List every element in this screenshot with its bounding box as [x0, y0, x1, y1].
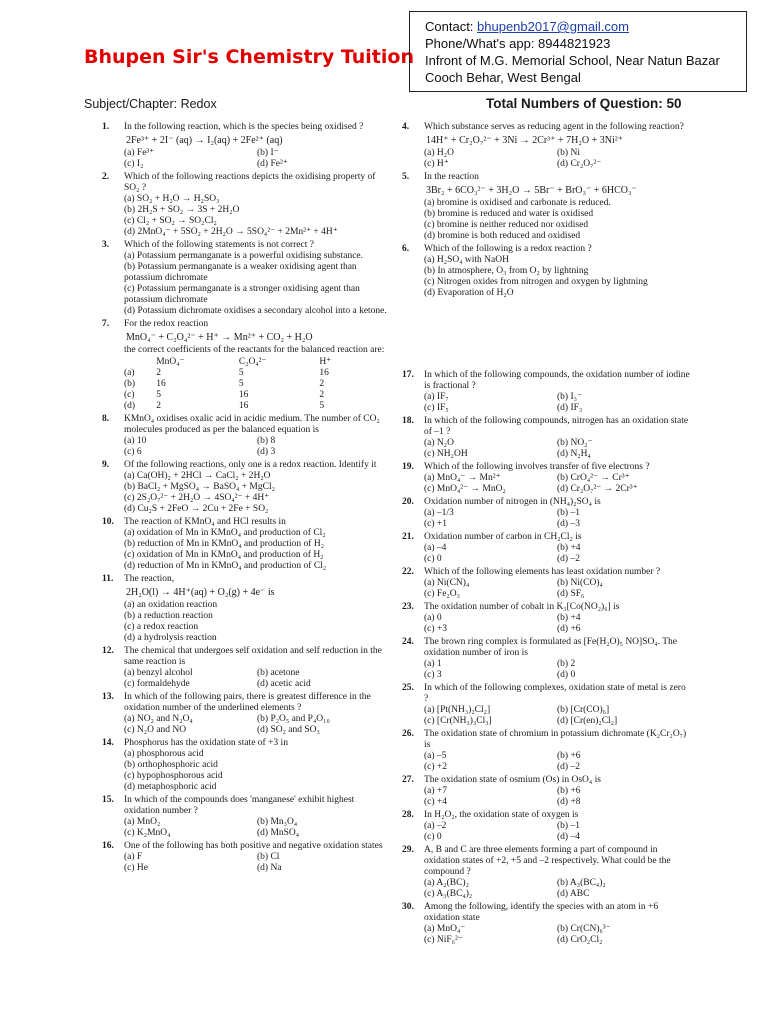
answer-option: (c) Cl₂ + SO₂ → SO₂Cl₂ [124, 216, 217, 226]
answer-option: (d) +8 [557, 797, 581, 807]
answer-option: (b) orthophosphoric acid [124, 760, 218, 770]
answer-option: (b) I₃⁻ [557, 392, 582, 402]
answer-option: (c) 2S₂O₇²⁻ + 2H₂O → 4SO₄²⁻ + 4H⁺ [124, 493, 270, 503]
question-text: In H₂O₂, the oxidation state of oxygen is [424, 810, 579, 820]
option-list [424, 473, 690, 495]
question-text: Which of the following reactions depicts the oxidising property of SO₂ ? [124, 172, 376, 193]
question-number: 19. [402, 462, 414, 472]
answer-option: (a) phosphorous acid [124, 749, 204, 759]
answer-option: (c) +2 [424, 762, 448, 772]
question-number: 9. [102, 460, 110, 470]
option-list [424, 148, 690, 170]
table-cell: 5 [319, 401, 325, 411]
answer-option: (b) Ni(CO)₄ [557, 578, 603, 588]
answer-option: (d) –4 [557, 832, 580, 842]
table-cell: (a) [124, 368, 135, 378]
answer-option: (b) [Cr(CO)₆] [557, 705, 610, 715]
question-text: The reaction of KMnO₄ and HCl results in [124, 517, 286, 527]
question-item [402, 462, 690, 495]
answer-option: (c) I₂ [124, 159, 144, 169]
question-text: For the redox reaction [124, 319, 209, 329]
answer-option: (d) 3 [257, 447, 276, 457]
question-item [402, 567, 690, 600]
question-text: Oxidation number of nitrogen in (NH₄)₂SO₄ is [424, 497, 601, 507]
answer-option: (a) –5 [424, 751, 447, 761]
answer-option: (c) oxidation of Mn in KMnO₄ and production of H₂ [124, 550, 324, 560]
table-header-cell: MnO₄⁻ [156, 357, 185, 367]
answer-option: (c) 0 [424, 554, 442, 564]
table-cell: 2 [319, 379, 325, 389]
question-number: 15. [102, 795, 114, 805]
question-number: 30. [402, 902, 414, 912]
question-item [402, 845, 690, 900]
option-list [424, 438, 690, 460]
answer-option: (a) –1/3 [424, 508, 454, 518]
answer-option: (a) MnO₄⁻ → Mn²⁺ [424, 473, 501, 483]
tuition-title: Bhupen Sir's Chemistry Tuition [84, 46, 414, 68]
subject-chapter: Subject/Chapter: Redox [84, 97, 217, 111]
question-number: 2. [102, 172, 110, 182]
table-row [124, 379, 354, 390]
answer-option: (d) Potassium dichromate oxidises a secondary alcohol into a ketone. [124, 306, 387, 316]
question-number: 22. [402, 567, 414, 577]
answer-option: (a) 10 [124, 436, 147, 446]
question-item [102, 692, 390, 736]
answer-option: (d) –3 [557, 519, 580, 529]
option-list [124, 749, 390, 793]
question-item [402, 244, 690, 299]
answer-option: (c) a redox reaction [124, 622, 199, 632]
question-item [102, 240, 390, 317]
table-cell: (b) [124, 379, 136, 389]
answer-option: (d) Cr₂O₇²⁻ → 2Cr³⁺ [557, 484, 638, 494]
contact-address-line1: Infront of M.G. Memorial School, Near Natun Bazar [425, 53, 720, 68]
question-item [402, 902, 690, 946]
question-item [102, 460, 390, 515]
option-list [124, 471, 390, 515]
answer-option: (d) –2 [557, 554, 580, 564]
answer-option: (d) SO₂ and SO₃ [257, 725, 320, 735]
question-number: 11. [102, 574, 114, 584]
option-list [424, 751, 690, 773]
answer-option: (a) 0 [424, 613, 442, 623]
question-text: Which of the following is a redox reaction ? [424, 244, 592, 254]
answer-option: (b) 2 [557, 659, 576, 669]
question-number: 1. [102, 122, 110, 132]
table-row [124, 368, 354, 379]
answer-option: (c) He [124, 863, 148, 873]
question-number: 10. [102, 517, 114, 527]
question-text: In which of the following compounds, nitrogen has an oxidation state of –1 ? [424, 416, 689, 437]
question-text: Among the following, identify the species with an atom in +6 oxidation state [424, 902, 659, 923]
question-item [402, 122, 690, 170]
answer-option: (a) Potassium permanganate is a powerful oxidising substance. [124, 251, 364, 261]
question-item [102, 172, 390, 238]
answer-option: (c) +1 [424, 519, 448, 529]
question-number: 25. [402, 683, 414, 693]
answer-option: (b) +6 [557, 751, 581, 761]
question-text: In which of the following pairs, there is greatest difference in the oxidation number of the underlined elements ? [124, 692, 371, 713]
question-column-left [102, 122, 390, 876]
answer-option: (d) Cu₂S + 2FeO → 2Cu + 2Fe + SO₂ [124, 504, 269, 514]
answer-option: (a) oxidation of Mn in KMnO₄ and production of Cl₂ [124, 528, 326, 538]
question-number: 28. [402, 810, 414, 820]
answer-option: (b) P₂O₅ and P₄O₁₀ [257, 714, 330, 724]
answer-option: (d) Evaporation of H₂O [424, 288, 514, 298]
question-number: 14. [102, 738, 114, 748]
question-text: One of the following has both positive and negative oxidation states [124, 841, 383, 851]
question-item [102, 319, 390, 412]
option-list [424, 924, 690, 946]
question-item [102, 646, 390, 690]
table-row [124, 390, 354, 401]
answer-option: (a) F [124, 852, 143, 862]
question-item [402, 172, 690, 242]
answer-option: (c) N₂O and NO [124, 725, 187, 735]
option-list [124, 852, 390, 874]
answer-option: (c) Potassium permanganate is a stronger oxidising agent than potassium dichromate [124, 284, 360, 305]
option-list [124, 528, 390, 572]
answer-option: (c) H⁺ [424, 159, 449, 169]
answer-option: (c) 0 [424, 832, 442, 842]
answer-option: (b) 8 [257, 436, 276, 446]
question-item [402, 370, 690, 414]
option-list [124, 714, 390, 736]
table-cell: (c) [124, 390, 135, 400]
question-text: The oxidation state of osmium (Os) in OsO₄ is [424, 775, 601, 785]
question-number: 8. [102, 414, 110, 424]
question-item [102, 841, 390, 874]
table-cell: 2 [156, 401, 161, 411]
question-text: Oxidation number of carbon in CH₂Cl₂ is [424, 532, 582, 542]
answer-option: (c) K₂MnO₄ [124, 828, 171, 838]
option-list [424, 821, 690, 843]
question-item [402, 602, 690, 635]
table-cell: 5 [238, 368, 244, 378]
answer-option: (c) IF₅ [424, 403, 449, 413]
answer-option: (a) A₂(BC)₂ [424, 878, 469, 888]
option-list [124, 251, 390, 317]
answer-option: (d) [Cr(en)₂Cl₂] [557, 716, 618, 726]
answer-option: (a) [Pt(NH₃)₂Cl₂] [424, 705, 491, 715]
question-item [402, 497, 690, 530]
table-header-cell: H⁺ [319, 357, 332, 367]
answer-option: (c) Fe₂O₃ [424, 589, 460, 599]
question-text: In which of the following complexes, oxidation state of metal is zero ? [424, 683, 686, 704]
table-header-cell: C₂O₄²⁻ [238, 357, 267, 367]
answer-option: (d) acetic acid [257, 679, 311, 689]
question-item [402, 416, 690, 460]
contact-phone: Phone/What's app: 8944821923 [425, 36, 611, 51]
option-list [424, 392, 690, 414]
answer-option: (b) +4 [557, 613, 581, 623]
option-list [124, 600, 390, 644]
answer-option: (b) +6 [557, 786, 581, 796]
answer-option: (b) 2H₂S + SO₂ → 3S + 2H₂O [124, 205, 240, 215]
answer-option: (b) –1 [557, 821, 580, 831]
question-text: The oxidation number of cobalt in K₃[Co(NO₂)₆] is [424, 602, 620, 612]
answer-option: (d) Fe²⁺ [257, 159, 288, 169]
answer-option: (d) bromine is both reduced and oxidised [424, 231, 581, 241]
option-list [424, 878, 690, 900]
contact-address-line2: Cooch Behar, West Bengal [425, 70, 581, 85]
answer-option: (a) bromine is oxidised and carbonate is reduced. [424, 198, 611, 208]
question-text: In the reaction [424, 172, 479, 182]
question-text: Which substance serves as reducing agent in the following reaction? [424, 122, 684, 132]
answer-option: (a) +7 [424, 786, 448, 796]
question-text: The reaction, [124, 574, 175, 584]
answer-option: (d) reduction of Mn in KMnO₄ and production of Cl₂ [124, 561, 327, 571]
answer-option: (d) –2 [557, 762, 580, 772]
question-item [102, 738, 390, 793]
question-item [402, 637, 690, 681]
question-equation: 3Br₂ + 6CO₃²⁻ + 3H₂O → 5Br⁻ + BrO₃⁻ + 6HCO₃⁻ [426, 185, 637, 196]
question-item [102, 122, 390, 170]
question-text: Phosphorus has the oxidation state of +3 in [124, 738, 288, 748]
contact-line [425, 18, 738, 35]
question-number: 7. [102, 319, 110, 329]
question-item [402, 532, 690, 565]
option-list [424, 255, 690, 299]
table-cell: 2 [156, 368, 161, 378]
answer-option: (c) formaldehyde [124, 679, 190, 689]
answer-option: (c) A₃(BC₄)₂ [424, 889, 473, 899]
answer-option: (a) an oxidation reaction [124, 600, 218, 610]
coefficient-table [124, 357, 354, 412]
answer-option: (b) a reduction reaction [124, 611, 213, 621]
question-text: In which of the following compounds, the oxidation number of iodine is fractional ? [424, 370, 690, 391]
question-number: 18. [402, 416, 414, 426]
answer-option: (d) 2MnO₄⁻ + 5SO₂ + 2H₂O → 5SO₄²⁻ + 2Mn²⁺ + 4H⁺ [124, 227, 338, 237]
contact-label: Contact: [425, 19, 478, 34]
question-text: In the following reaction, which is the species being oxidised ? [124, 122, 364, 132]
question-equation: MnO₄⁻ + C₂O₄²⁻ + H⁺ → Mn²⁺ + CO₂ + H₂O [126, 332, 313, 343]
answer-option: (a) MnO₂ [124, 817, 161, 827]
question-item [102, 795, 390, 839]
answer-option: (b) CrO₄²⁻ → Cr³⁺ [557, 473, 630, 483]
table-cell: 16 [238, 401, 249, 411]
question-number: 20. [402, 497, 414, 507]
answer-option: (b) Cl [257, 852, 280, 862]
option-list [124, 436, 390, 458]
answer-option: (b) acetone [257, 668, 300, 678]
option-list [124, 668, 390, 690]
contact-email-link[interactable]: bhupenb2017@gmail.com [477, 19, 629, 34]
question-number: 26. [402, 729, 414, 739]
answer-option: (d) MnSO₄ [257, 828, 300, 838]
answer-option: (a) Fe³⁺ [124, 148, 155, 158]
option-list [424, 705, 690, 727]
option-list [124, 194, 390, 238]
total-questions: Total Numbers of Question: 50 [486, 96, 682, 111]
option-list [424, 613, 690, 635]
question-number: 21. [402, 532, 414, 542]
table-cell: 5 [238, 379, 244, 389]
answer-option: (d) ABC [557, 889, 590, 899]
answer-option: (d) metaphosphoric acid [124, 782, 217, 792]
table-cell: 16 [238, 390, 249, 400]
answer-option: (d) +6 [557, 624, 581, 634]
question-equation: 2H₂O(l) → 4H⁺(aq) + O₂(g) + 4e⁻ is [126, 587, 275, 598]
table-cell: 2 [319, 390, 325, 400]
answer-option: (d) 0 [557, 670, 576, 680]
answer-option: (d) Cr₂O₇²⁻ [557, 159, 602, 169]
question-number: 27. [402, 775, 414, 785]
answer-option: (a) Ca(OH)₂ + 2HCl → CaCl₂ + 2H₂O [124, 471, 271, 481]
answer-option: (b) +4 [557, 543, 581, 553]
question-text: KMnO₄ oxidises oxalic acid in acidic medium. The number of CO₂ molecules produced as per the balanced equation is [124, 414, 380, 435]
table-row [124, 401, 354, 412]
question-number: 12. [102, 646, 114, 656]
question-item [102, 574, 390, 644]
answer-option: (d) SF₆ [557, 589, 585, 599]
answer-option: (a) SO₂ + H₂O → H₂SO₃ [124, 194, 220, 204]
answer-option: (d) a hydrolysis reaction [124, 633, 217, 643]
table-header-cell [124, 357, 156, 368]
question-text: The oxidation state of chromium in potassium dichromate (K₂Cr₂O₇) is [424, 729, 687, 750]
answer-option: (c) 3 [424, 670, 442, 680]
question-number: 13. [102, 692, 114, 702]
answer-option: (b) Mn₃O₄ [257, 817, 298, 827]
option-list [424, 198, 690, 242]
answer-option: (a) H₂O [424, 148, 454, 158]
answer-option: (a) 1 [424, 659, 442, 669]
answer-option: (a) benzyl alcohol [124, 668, 193, 678]
option-list [424, 543, 690, 565]
answer-option: (c) 6 [124, 447, 142, 457]
option-list [424, 578, 690, 600]
answer-option: (b) In atmosphere, O₃ from O₂ by lightning [424, 266, 589, 276]
question-text: The chemical that undergoes self oxidation and self reduction in the same reaction is [124, 646, 382, 667]
question-text: Of the following reactions, only one is a redox reaction. Identify it [124, 460, 377, 470]
answer-option: (c) Nitrogen oxides from nitrogen and oxygen by lightning [424, 277, 648, 287]
answer-option: (b) reduction of Mn in KMnO₄ and production of H₂ [124, 539, 325, 549]
question-text: Which of the following statements is not correct ? [124, 240, 314, 250]
question-equation: 14H⁺ + Cr₂O₇²⁻ + 3Ni → 2Cr³⁺ + 7H₂O + 3Ni²⁺ [426, 135, 624, 146]
table-cell: (d) [124, 401, 136, 411]
table-cell: 16 [156, 379, 166, 389]
question-text: Which of the following involves transfer of five electrons ? [424, 462, 650, 472]
question-item [102, 517, 390, 572]
answer-option: (b) BaCl₂ + MgSO₄ → BaSO₄ + MgCl₂ [124, 482, 275, 492]
question-text: A, B and C are three elements forming a part of compound in oxidation states of +2, +5 and –2 respectively. What could be the compound ? [424, 845, 671, 877]
question-item [402, 810, 690, 843]
question-number: 23. [402, 602, 414, 612]
question-number: 17. [402, 370, 414, 380]
question-number: 5. [402, 172, 410, 182]
answer-option: (a) IF₇ [424, 392, 449, 402]
question-number: 6. [402, 244, 410, 254]
question-item [402, 729, 690, 773]
option-list [424, 659, 690, 681]
question-text: In which of the compounds does 'manganese' exhibit highest oxidation number ? [124, 795, 355, 816]
answer-option: (d) IF₃ [557, 403, 583, 413]
question-number: 4. [402, 122, 410, 132]
answer-option: (b) bromine is reduced and water is oxidised [424, 209, 594, 219]
answer-option: (c) +3 [424, 624, 448, 634]
question-text: Which of the following elements has least oxidation number ? [424, 567, 661, 577]
answer-option: (a) N₂O [424, 438, 454, 448]
answer-option: (d) CrO₂Cl₂ [557, 935, 603, 945]
answer-option: (b) Ni [557, 148, 580, 158]
option-list [124, 817, 390, 839]
coefficient-table-header [124, 357, 354, 368]
answer-option: (a) –2 [424, 821, 447, 831]
answer-option: (a) H₂SO₄ with NaOH [424, 255, 509, 265]
option-list [424, 786, 690, 808]
answer-option: (c) +4 [424, 797, 448, 807]
answer-option: (a) NO₂ and N₂O₄ [124, 714, 193, 724]
answer-option: (b) Cr(CN)₆³⁻ [557, 924, 611, 934]
question-text-continued: the correct coefficients of the reactants for the balanced reaction are: [124, 345, 385, 355]
question-number: 16. [102, 841, 114, 851]
answer-option: (c) NiF₆²⁻ [424, 935, 463, 945]
answer-option: (c) NH₂OH [424, 449, 468, 459]
question-item [102, 414, 390, 458]
question-item [402, 683, 690, 727]
option-list [124, 148, 390, 170]
question-item [402, 775, 690, 808]
answer-option: (b) A₃(BC₄)₂ [557, 878, 606, 888]
answer-option: (a) MnO₄⁻ [424, 924, 466, 934]
question-column-right-top [402, 122, 690, 301]
answer-option: (b) NO₂⁻ [557, 438, 593, 448]
contact-box [409, 11, 747, 92]
question-column-right-bottom [402, 370, 690, 948]
question-equation: 2Fe³⁺ + 2I⁻ (aq) → I₂(aq) + 2Fe²⁺ (aq) [126, 135, 283, 146]
option-list [424, 508, 690, 530]
question-number: 3. [102, 240, 110, 250]
answer-option: (b) I⁻ [257, 148, 279, 158]
table-cell: 5 [156, 390, 161, 400]
answer-option: (c) [Cr(NH₃)₃Cl₃] [424, 716, 492, 726]
answer-option: (c) hypophosphorous acid [124, 771, 223, 781]
answer-option: (c) bromine is neither reduced nor oxidised [424, 220, 589, 230]
question-text: The brown ring complex is formulated as [Fe(H₂O)₅ NO]SO₄. The oxidation number of iron is [424, 637, 678, 658]
answer-option: (d) N₂H₄ [557, 449, 591, 459]
answer-option: (b) Potassium permanganate is a weaker oxidising agent than potassium dichromate [124, 262, 357, 283]
answer-option: (b) –1 [557, 508, 580, 518]
answer-option: (a) Ni(CN)₄ [424, 578, 470, 588]
answer-option: (a) –4 [424, 543, 447, 553]
answer-option: (c) MnO₄²⁻ → MnO₂ [424, 484, 506, 494]
question-number: 24. [402, 637, 414, 647]
question-number: 29. [402, 845, 414, 855]
answer-option: (d) Na [257, 863, 282, 873]
table-cell: 16 [319, 368, 329, 378]
